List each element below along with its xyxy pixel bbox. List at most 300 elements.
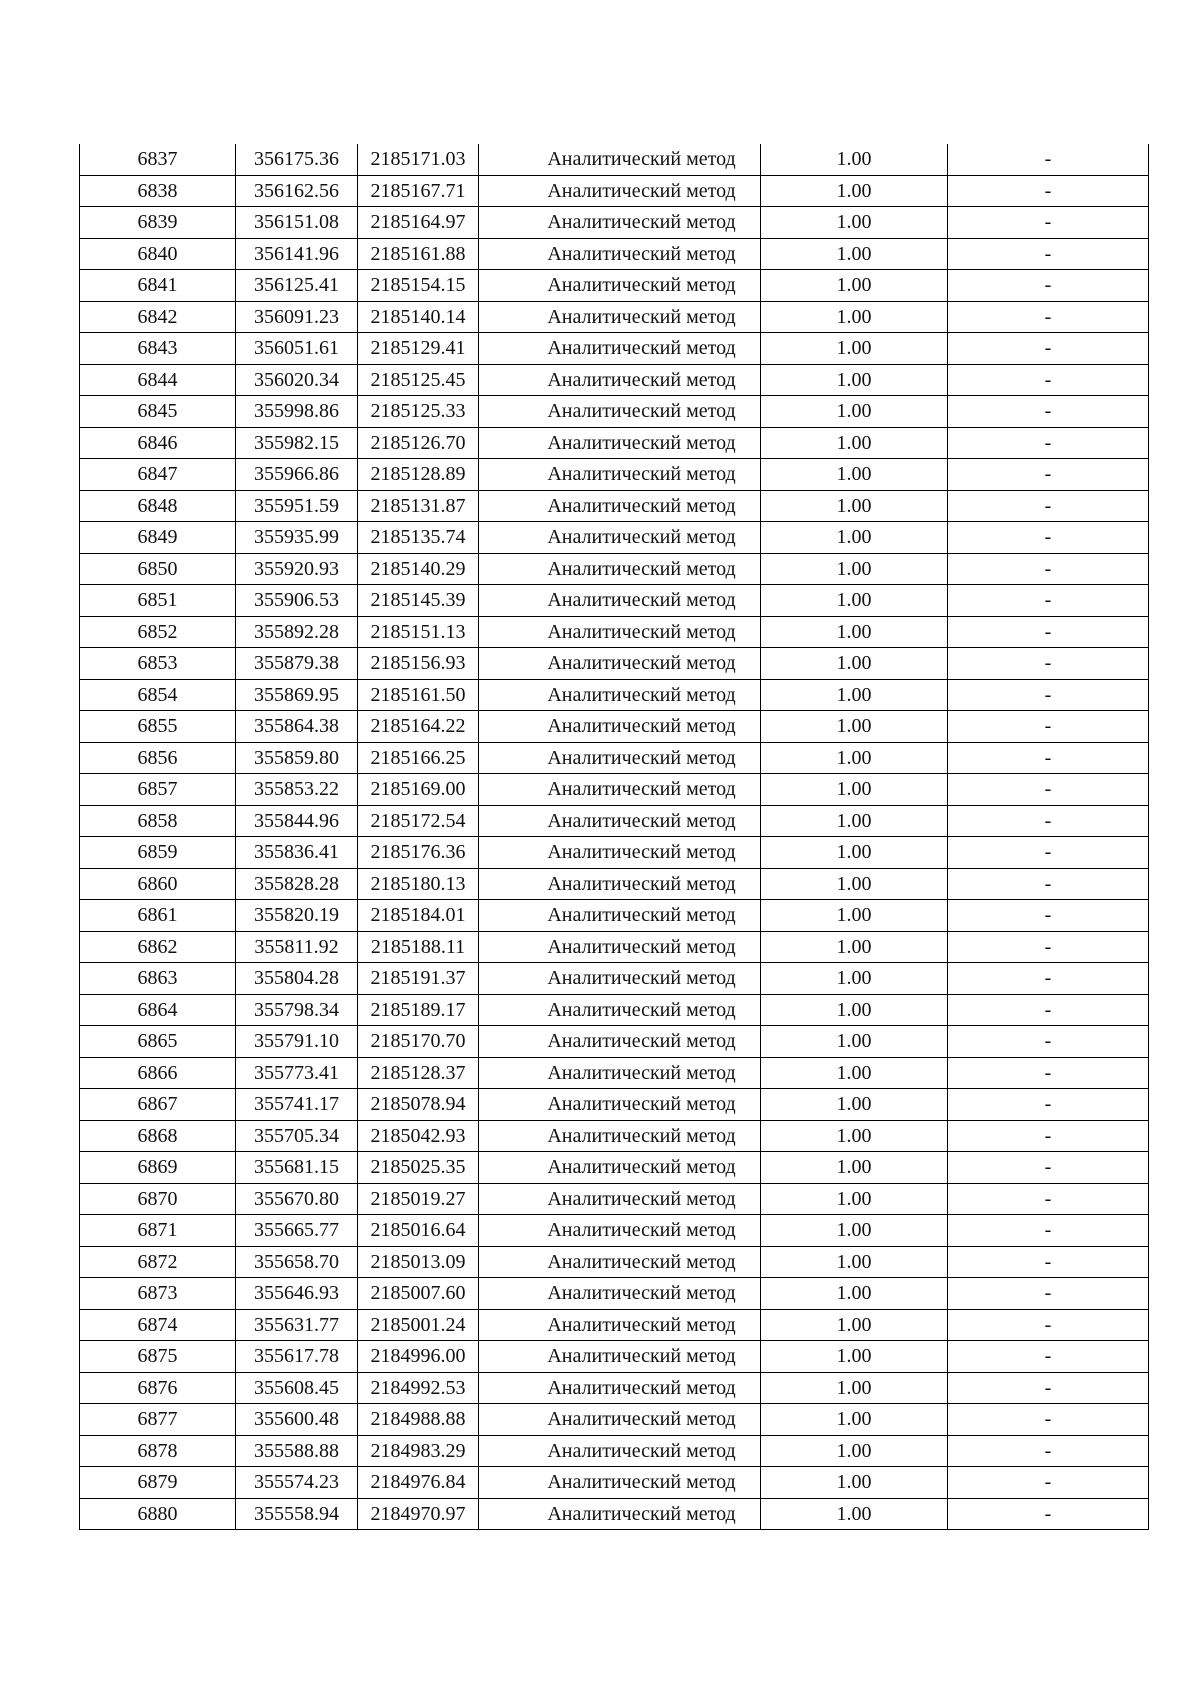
point-number-cell: 6863	[80, 963, 236, 995]
table-row	[80, 522, 1149, 554]
point-number-cell: 6861	[80, 900, 236, 932]
point-number-cell: 6875	[80, 1341, 236, 1373]
method-cell	[479, 238, 761, 270]
x-coordinate-cell: 355558.94	[236, 1498, 358, 1530]
method-cell	[479, 616, 761, 648]
point-number-cell: 6876	[80, 1372, 236, 1404]
accuracy-cell: 1.00	[761, 900, 948, 932]
y-coordinate-cell: 2185125.33	[358, 396, 479, 428]
accuracy-cell: 1.00	[761, 144, 948, 175]
method-cell	[479, 900, 761, 932]
note-cell: -	[948, 1120, 1149, 1152]
table-row	[80, 238, 1149, 270]
x-coordinate-cell: 355798.34	[236, 994, 358, 1026]
x-coordinate-cell: 355574.23	[236, 1467, 358, 1499]
method-text: Аналитический метод	[547, 841, 736, 864]
y-coordinate-cell: 2185126.70	[358, 427, 479, 459]
y-coordinate-cell: 2184988.88	[358, 1404, 479, 1436]
accuracy-cell: 1.00	[761, 364, 948, 396]
point-number-cell: 6878	[80, 1435, 236, 1467]
table-row	[80, 963, 1149, 995]
point-number-cell: 6843	[80, 333, 236, 365]
y-coordinate-cell: 2185128.89	[358, 459, 479, 491]
method-cell	[479, 1341, 761, 1373]
x-coordinate-cell: 355892.28	[236, 616, 358, 648]
y-coordinate-cell: 2185156.93	[358, 648, 479, 680]
x-coordinate-cell: 355828.28	[236, 868, 358, 900]
method-cell	[479, 1246, 761, 1278]
note-cell: -	[948, 1215, 1149, 1247]
x-coordinate-cell: 355820.19	[236, 900, 358, 932]
method-cell	[479, 1152, 761, 1184]
table-row	[80, 333, 1149, 365]
method-text: Аналитический метод	[547, 274, 736, 297]
accuracy-cell: 1.00	[761, 585, 948, 617]
note-cell: -	[948, 994, 1149, 1026]
note-cell: -	[948, 270, 1149, 302]
x-coordinate-cell: 355588.88	[236, 1435, 358, 1467]
method-cell	[479, 711, 761, 743]
table-row	[80, 711, 1149, 743]
point-number-cell: 6864	[80, 994, 236, 1026]
table-row	[80, 175, 1149, 207]
table-row	[80, 396, 1149, 428]
accuracy-cell: 1.00	[761, 1404, 948, 1436]
y-coordinate-cell: 2185167.71	[358, 175, 479, 207]
note-cell: -	[948, 144, 1149, 175]
table-row	[80, 427, 1149, 459]
point-number-cell: 6857	[80, 774, 236, 806]
method-cell	[479, 427, 761, 459]
point-number-cell: 6859	[80, 837, 236, 869]
x-coordinate-cell: 355631.77	[236, 1309, 358, 1341]
accuracy-cell: 1.00	[761, 1183, 948, 1215]
method-text: Аналитический метод	[547, 715, 736, 738]
accuracy-cell: 1.00	[761, 711, 948, 743]
method-cell	[479, 679, 761, 711]
method-cell	[479, 1498, 761, 1530]
method-text: Аналитический метод	[547, 1250, 736, 1273]
method-cell	[479, 490, 761, 522]
x-coordinate-cell: 356051.61	[236, 333, 358, 365]
method-cell	[479, 553, 761, 585]
point-number-cell: 6850	[80, 553, 236, 585]
note-cell: -	[948, 931, 1149, 963]
method-text: Аналитический метод	[547, 1219, 736, 1242]
accuracy-cell: 1.00	[761, 742, 948, 774]
x-coordinate-cell: 355844.96	[236, 805, 358, 837]
y-coordinate-cell: 2185171.03	[358, 144, 479, 175]
point-number-cell: 6867	[80, 1089, 236, 1121]
note-cell: -	[948, 963, 1149, 995]
coordinates-table	[79, 144, 1149, 1530]
point-number-cell: 6868	[80, 1120, 236, 1152]
x-coordinate-cell: 355859.80	[236, 742, 358, 774]
method-cell	[479, 270, 761, 302]
method-cell	[479, 994, 761, 1026]
x-coordinate-cell: 355617.78	[236, 1341, 358, 1373]
point-number-cell: 6841	[80, 270, 236, 302]
point-number-cell: 6842	[80, 301, 236, 333]
method-text: Аналитический метод	[547, 872, 736, 895]
table-row	[80, 1467, 1149, 1499]
table-row	[80, 301, 1149, 333]
note-cell: -	[948, 1026, 1149, 1058]
note-cell: -	[948, 1309, 1149, 1341]
table-row	[80, 1341, 1149, 1373]
y-coordinate-cell: 2185161.50	[358, 679, 479, 711]
note-cell: -	[948, 207, 1149, 239]
x-coordinate-cell: 356175.36	[236, 144, 358, 175]
note-cell: -	[948, 1183, 1149, 1215]
y-coordinate-cell: 2185172.54	[358, 805, 479, 837]
x-coordinate-cell: 355804.28	[236, 963, 358, 995]
table-row	[80, 585, 1149, 617]
accuracy-cell: 1.00	[761, 1498, 948, 1530]
note-cell: -	[948, 585, 1149, 617]
table-row	[80, 1498, 1149, 1530]
method-text: Аналитический метод	[547, 368, 736, 391]
point-number-cell: 6873	[80, 1278, 236, 1310]
method-text: Аналитический метод	[547, 1061, 736, 1084]
method-cell	[479, 774, 761, 806]
table-row	[80, 1404, 1149, 1436]
method-cell	[479, 1467, 761, 1499]
method-text: Аналитический метод	[547, 431, 736, 454]
point-number-cell: 6855	[80, 711, 236, 743]
method-text: Аналитический метод	[547, 1313, 736, 1336]
point-number-cell: 6860	[80, 868, 236, 900]
y-coordinate-cell: 2185154.15	[358, 270, 479, 302]
table-row	[80, 207, 1149, 239]
y-coordinate-cell: 2185145.39	[358, 585, 479, 617]
point-number-cell: 6839	[80, 207, 236, 239]
y-coordinate-cell: 2185135.74	[358, 522, 479, 554]
x-coordinate-cell: 355741.17	[236, 1089, 358, 1121]
method-cell	[479, 585, 761, 617]
method-cell	[479, 459, 761, 491]
method-cell	[479, 175, 761, 207]
note-cell: -	[948, 522, 1149, 554]
note-cell: -	[948, 648, 1149, 680]
accuracy-cell: 1.00	[761, 616, 948, 648]
accuracy-cell: 1.00	[761, 1341, 948, 1373]
point-number-cell: 6880	[80, 1498, 236, 1530]
point-number-cell: 6846	[80, 427, 236, 459]
method-text: Аналитический метод	[547, 1471, 736, 1494]
x-coordinate-cell: 355836.41	[236, 837, 358, 869]
x-coordinate-cell: 355966.86	[236, 459, 358, 491]
y-coordinate-cell: 2185166.25	[358, 742, 479, 774]
method-text: Аналитический метод	[547, 998, 736, 1021]
accuracy-cell: 1.00	[761, 1089, 948, 1121]
method-text: Аналитический метод	[547, 589, 736, 612]
point-number-cell: 6865	[80, 1026, 236, 1058]
x-coordinate-cell: 355705.34	[236, 1120, 358, 1152]
y-coordinate-cell: 2185169.00	[358, 774, 479, 806]
table-row	[80, 900, 1149, 932]
table-row	[80, 931, 1149, 963]
method-cell	[479, 1089, 761, 1121]
y-coordinate-cell: 2184976.84	[358, 1467, 479, 1499]
method-text: Аналитический метод	[547, 809, 736, 832]
table-row	[80, 1435, 1149, 1467]
point-number-cell: 6851	[80, 585, 236, 617]
method-text: Аналитический метод	[547, 1376, 736, 1399]
accuracy-cell: 1.00	[761, 207, 948, 239]
accuracy-cell: 1.00	[761, 994, 948, 1026]
note-cell: -	[948, 1057, 1149, 1089]
method-cell	[479, 1404, 761, 1436]
coordinates-table-body	[80, 144, 1149, 1530]
method-text: Аналитический метод	[547, 1439, 736, 1462]
x-coordinate-cell: 355658.70	[236, 1246, 358, 1278]
note-cell: -	[948, 1152, 1149, 1184]
point-number-cell: 6866	[80, 1057, 236, 1089]
y-coordinate-cell: 2185191.37	[358, 963, 479, 995]
table-row	[80, 1026, 1149, 1058]
y-coordinate-cell: 2185128.37	[358, 1057, 479, 1089]
x-coordinate-cell: 356141.96	[236, 238, 358, 270]
table-row	[80, 1152, 1149, 1184]
y-coordinate-cell: 2185007.60	[358, 1278, 479, 1310]
x-coordinate-cell: 356020.34	[236, 364, 358, 396]
y-coordinate-cell: 2185151.13	[358, 616, 479, 648]
x-coordinate-cell: 355646.93	[236, 1278, 358, 1310]
accuracy-cell: 1.00	[761, 175, 948, 207]
accuracy-cell: 1.00	[761, 805, 948, 837]
method-text: Аналитический метод	[547, 1345, 736, 1368]
accuracy-cell: 1.00	[761, 553, 948, 585]
accuracy-cell: 1.00	[761, 1309, 948, 1341]
method-text: Аналитический метод	[547, 1030, 736, 1053]
y-coordinate-cell: 2185131.87	[358, 490, 479, 522]
note-cell: -	[948, 1467, 1149, 1499]
x-coordinate-cell: 355951.59	[236, 490, 358, 522]
method-text: Аналитический метод	[547, 652, 736, 675]
method-text: Аналитический метод	[547, 305, 736, 328]
accuracy-cell: 1.00	[761, 1467, 948, 1499]
table-row	[80, 270, 1149, 302]
x-coordinate-cell: 356162.56	[236, 175, 358, 207]
note-cell: -	[948, 1089, 1149, 1121]
note-cell: -	[948, 333, 1149, 365]
accuracy-cell: 1.00	[761, 1435, 948, 1467]
accuracy-cell: 1.00	[761, 459, 948, 491]
note-cell: -	[948, 742, 1149, 774]
accuracy-cell: 1.00	[761, 1057, 948, 1089]
note-cell: -	[948, 837, 1149, 869]
y-coordinate-cell: 2185019.27	[358, 1183, 479, 1215]
x-coordinate-cell: 356125.41	[236, 270, 358, 302]
x-coordinate-cell: 355853.22	[236, 774, 358, 806]
point-number-cell: 6874	[80, 1309, 236, 1341]
method-text: Аналитический метод	[547, 337, 736, 360]
x-coordinate-cell: 355998.86	[236, 396, 358, 428]
x-coordinate-cell: 355982.15	[236, 427, 358, 459]
table-row	[80, 553, 1149, 585]
accuracy-cell: 1.00	[761, 333, 948, 365]
x-coordinate-cell: 355920.93	[236, 553, 358, 585]
y-coordinate-cell: 2184992.53	[358, 1372, 479, 1404]
method-text: Аналитический метод	[547, 1093, 736, 1116]
method-text: Аналитический метод	[547, 148, 736, 171]
method-cell	[479, 1372, 761, 1404]
method-text: Аналитический метод	[547, 778, 736, 801]
y-coordinate-cell: 2185016.64	[358, 1215, 479, 1247]
point-number-cell: 6854	[80, 679, 236, 711]
y-coordinate-cell: 2185025.35	[358, 1152, 479, 1184]
note-cell: -	[948, 301, 1149, 333]
note-cell: -	[948, 1246, 1149, 1278]
accuracy-cell: 1.00	[761, 1372, 948, 1404]
accuracy-cell: 1.00	[761, 396, 948, 428]
table-row	[80, 616, 1149, 648]
table-row	[80, 1215, 1149, 1247]
note-cell: -	[948, 711, 1149, 743]
x-coordinate-cell: 355773.41	[236, 1057, 358, 1089]
method-cell	[479, 1183, 761, 1215]
method-cell	[479, 364, 761, 396]
table-row	[80, 1278, 1149, 1310]
table-row	[80, 459, 1149, 491]
method-text: Аналитический метод	[547, 400, 736, 423]
note-cell: -	[948, 175, 1149, 207]
method-cell	[479, 396, 761, 428]
accuracy-cell: 1.00	[761, 1246, 948, 1278]
note-cell: -	[948, 1498, 1149, 1530]
y-coordinate-cell: 2185013.09	[358, 1246, 479, 1278]
point-number-cell: 6858	[80, 805, 236, 837]
accuracy-cell: 1.00	[761, 427, 948, 459]
method-cell	[479, 805, 761, 837]
method-cell	[479, 648, 761, 680]
method-cell	[479, 301, 761, 333]
point-number-cell: 6838	[80, 175, 236, 207]
method-text: Аналитический метод	[547, 1187, 736, 1210]
accuracy-cell: 1.00	[761, 774, 948, 806]
table-row	[80, 1120, 1149, 1152]
method-text: Аналитический метод	[547, 683, 736, 706]
method-text: Аналитический метод	[547, 526, 736, 549]
method-text: Аналитический метод	[547, 935, 736, 958]
accuracy-cell: 1.00	[761, 963, 948, 995]
y-coordinate-cell: 2185129.41	[358, 333, 479, 365]
y-coordinate-cell: 2185125.45	[358, 364, 479, 396]
y-coordinate-cell: 2185188.11	[358, 931, 479, 963]
y-coordinate-cell: 2184970.97	[358, 1498, 479, 1530]
note-cell: -	[948, 774, 1149, 806]
point-number-cell: 6840	[80, 238, 236, 270]
note-cell: -	[948, 1404, 1149, 1436]
x-coordinate-cell: 355811.92	[236, 931, 358, 963]
y-coordinate-cell: 2185189.17	[358, 994, 479, 1026]
y-coordinate-cell: 2185140.29	[358, 553, 479, 585]
y-coordinate-cell: 2185170.70	[358, 1026, 479, 1058]
x-coordinate-cell: 355681.15	[236, 1152, 358, 1184]
note-cell: -	[948, 1341, 1149, 1373]
point-number-cell: 6847	[80, 459, 236, 491]
point-number-cell: 6879	[80, 1467, 236, 1499]
accuracy-cell: 1.00	[761, 648, 948, 680]
x-coordinate-cell: 355670.80	[236, 1183, 358, 1215]
point-number-cell: 6856	[80, 742, 236, 774]
method-cell	[479, 837, 761, 869]
method-text: Аналитический метод	[547, 1156, 736, 1179]
point-number-cell: 6877	[80, 1404, 236, 1436]
method-text: Аналитический метод	[547, 746, 736, 769]
point-number-cell: 6848	[80, 490, 236, 522]
y-coordinate-cell: 2185001.24	[358, 1309, 479, 1341]
note-cell: -	[948, 396, 1149, 428]
method-text: Аналитический метод	[547, 1282, 736, 1305]
method-text: Аналитический метод	[547, 179, 736, 202]
method-text: Аналитический метод	[547, 967, 736, 990]
accuracy-cell: 1.00	[761, 301, 948, 333]
point-number-cell: 6853	[80, 648, 236, 680]
y-coordinate-cell: 2185164.22	[358, 711, 479, 743]
x-coordinate-cell: 355608.45	[236, 1372, 358, 1404]
table-row	[80, 774, 1149, 806]
x-coordinate-cell: 355864.38	[236, 711, 358, 743]
accuracy-cell: 1.00	[761, 868, 948, 900]
method-cell	[479, 333, 761, 365]
table-row	[80, 364, 1149, 396]
y-coordinate-cell: 2185042.93	[358, 1120, 479, 1152]
note-cell: -	[948, 805, 1149, 837]
accuracy-cell: 1.00	[761, 1120, 948, 1152]
point-number-cell: 6872	[80, 1246, 236, 1278]
x-coordinate-cell: 355935.99	[236, 522, 358, 554]
y-coordinate-cell: 2185140.14	[358, 301, 479, 333]
point-number-cell: 6849	[80, 522, 236, 554]
method-cell	[479, 1278, 761, 1310]
note-cell: -	[948, 553, 1149, 585]
x-coordinate-cell: 356151.08	[236, 207, 358, 239]
table-row	[80, 679, 1149, 711]
point-number-cell: 6862	[80, 931, 236, 963]
accuracy-cell: 1.00	[761, 679, 948, 711]
accuracy-cell: 1.00	[761, 490, 948, 522]
x-coordinate-cell: 356091.23	[236, 301, 358, 333]
method-text: Аналитический метод	[547, 242, 736, 265]
table-row	[80, 1246, 1149, 1278]
table-row	[80, 490, 1149, 522]
accuracy-cell: 1.00	[761, 1215, 948, 1247]
method-cell	[479, 1057, 761, 1089]
method-cell	[479, 868, 761, 900]
point-number-cell: 6845	[80, 396, 236, 428]
table-row	[80, 868, 1149, 900]
table-row	[80, 805, 1149, 837]
note-cell: -	[948, 900, 1149, 932]
note-cell: -	[948, 1278, 1149, 1310]
accuracy-cell: 1.00	[761, 522, 948, 554]
method-cell	[479, 742, 761, 774]
method-text: Аналитический метод	[547, 1502, 736, 1525]
method-cell	[479, 1120, 761, 1152]
method-cell	[479, 1309, 761, 1341]
note-cell: -	[948, 238, 1149, 270]
method-cell	[479, 144, 761, 175]
point-number-cell: 6844	[80, 364, 236, 396]
accuracy-cell: 1.00	[761, 238, 948, 270]
note-cell: -	[948, 679, 1149, 711]
table-row	[80, 144, 1149, 175]
method-text: Аналитический метод	[547, 463, 736, 486]
method-text: Аналитический метод	[547, 557, 736, 580]
y-coordinate-cell: 2184983.29	[358, 1435, 479, 1467]
